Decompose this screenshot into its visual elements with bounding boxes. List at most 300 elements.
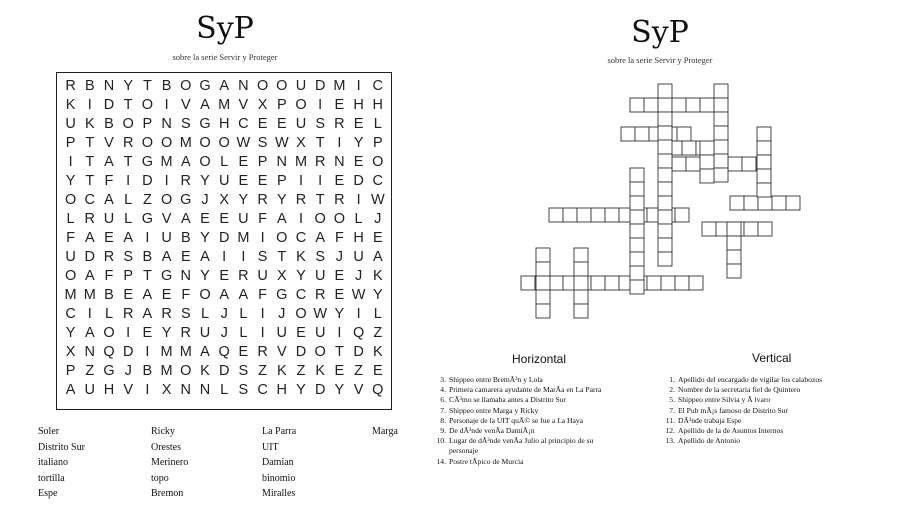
crossword-cell[interactable] bbox=[744, 196, 758, 210]
clue-text: Shippeo entre Silvia y Ã lvaro bbox=[678, 395, 771, 405]
grid-letter: Y bbox=[353, 135, 364, 151]
crossword-cell[interactable] bbox=[700, 141, 714, 155]
crossword-cell[interactable] bbox=[672, 157, 686, 171]
crossword-cell[interactable] bbox=[644, 98, 658, 112]
clue-number: 13. bbox=[665, 436, 675, 446]
grid-letter: N bbox=[161, 116, 172, 132]
grid-letter: Z bbox=[85, 363, 95, 379]
grid-letter: E bbox=[142, 325, 153, 341]
grid-letter: B bbox=[104, 287, 114, 303]
grid-letter: U bbox=[353, 249, 364, 265]
grid-letter: C bbox=[295, 230, 307, 246]
clue-text: Apellido de Antonio bbox=[678, 436, 741, 446]
grid-letter: D bbox=[353, 344, 364, 360]
grid-letter: J bbox=[354, 268, 363, 284]
grid-letter: V bbox=[123, 382, 134, 398]
grid-letter: R bbox=[65, 78, 76, 94]
crossword-cell[interactable] bbox=[757, 127, 771, 141]
grid-letter: J bbox=[124, 363, 132, 379]
crossword-cell[interactable] bbox=[714, 84, 728, 98]
grid-letter: I bbox=[318, 97, 323, 113]
grid-letter: H bbox=[353, 97, 364, 113]
grid-letter: Y bbox=[238, 192, 249, 208]
clue-item bbox=[659, 395, 822, 405]
crossword-cell[interactable] bbox=[757, 141, 771, 155]
crossword-cell[interactable] bbox=[591, 208, 605, 222]
grid-letter: I bbox=[337, 325, 342, 341]
grid-letter: D bbox=[142, 173, 153, 189]
grid-letter: N bbox=[334, 154, 345, 170]
grid-letter: U bbox=[199, 325, 211, 341]
crossword-cell[interactable] bbox=[536, 262, 550, 276]
crossword-cell[interactable] bbox=[714, 126, 728, 140]
crossword-cell[interactable] bbox=[549, 276, 563, 290]
grid-letter: T bbox=[315, 135, 325, 151]
grid-letter: E bbox=[334, 287, 345, 303]
grid-letter: D bbox=[314, 382, 326, 398]
grid-letter: L bbox=[104, 306, 114, 322]
crossword-cell[interactable] bbox=[727, 250, 741, 264]
crossword-cell[interactable] bbox=[536, 304, 550, 318]
grid-letter: H bbox=[103, 382, 115, 398]
word-item: tortilla bbox=[38, 472, 65, 484]
word-item: Marga bbox=[372, 426, 398, 437]
crossword-cell[interactable] bbox=[700, 169, 714, 183]
grid-letter: R bbox=[334, 116, 345, 132]
grid-letter: E bbox=[334, 97, 345, 113]
clue-text: El Pub mÃ¡s famoso de Distrito Sur bbox=[678, 405, 789, 415]
grid-letter: O bbox=[64, 268, 77, 284]
grid-letter: I bbox=[126, 173, 131, 189]
grid-letter: H bbox=[353, 230, 364, 246]
grid-letter: U bbox=[65, 116, 76, 132]
grid-letter: M bbox=[294, 154, 308, 170]
clue-item bbox=[430, 436, 601, 446]
grid-letter: I bbox=[222, 249, 227, 265]
grid-letter: O bbox=[160, 192, 173, 208]
clue-item bbox=[430, 426, 601, 436]
crossword-cell[interactable] bbox=[714, 98, 728, 112]
word-item: UIT bbox=[262, 441, 279, 453]
grid-letter: S bbox=[238, 382, 249, 398]
grid-letter: A bbox=[200, 97, 210, 113]
clue-item bbox=[659, 385, 822, 395]
grid-letter: K bbox=[372, 268, 383, 284]
grid-letter: W bbox=[370, 192, 385, 208]
grid-letter: R bbox=[334, 192, 345, 208]
grid-letter: E bbox=[200, 211, 210, 227]
crossword-cell[interactable] bbox=[727, 236, 741, 250]
crossword-cell[interactable] bbox=[658, 98, 672, 112]
grid-letter: W bbox=[274, 135, 289, 151]
horizontal-clues bbox=[430, 375, 601, 467]
grid-letter: O bbox=[295, 306, 307, 322]
grid-letter: N bbox=[180, 268, 192, 284]
clue-number: 12. bbox=[665, 426, 675, 436]
crossword-cell[interactable] bbox=[658, 126, 672, 140]
grid-letter: Z bbox=[296, 363, 306, 379]
grid-letter: E bbox=[353, 154, 364, 170]
grid-letter: P bbox=[142, 116, 153, 132]
grid-letter: Y bbox=[296, 268, 306, 284]
clue-text: Shippeo entre Marga y Ricky bbox=[449, 405, 539, 415]
word-item: Miralles bbox=[262, 488, 296, 499]
grid-letter: A bbox=[142, 287, 153, 303]
grid-letter: I bbox=[260, 230, 265, 246]
crossword-cell[interactable] bbox=[630, 196, 644, 210]
clue-number: 3. bbox=[440, 375, 446, 384]
crossword-cell[interactable] bbox=[675, 276, 689, 290]
grid-letter: X bbox=[296, 135, 306, 151]
grid-letter: E bbox=[334, 363, 345, 379]
clue-number bbox=[430, 446, 449, 456]
crossword-cell[interactable] bbox=[730, 196, 744, 210]
crossword-cell[interactable] bbox=[727, 264, 741, 278]
grid-letter: C bbox=[295, 287, 307, 303]
crossword-cell[interactable] bbox=[591, 276, 605, 290]
crossword-cell[interactable] bbox=[702, 222, 716, 236]
crossword-cell[interactable] bbox=[772, 196, 786, 210]
grid-letter: O bbox=[180, 78, 192, 94]
crossword-cell[interactable] bbox=[714, 112, 728, 126]
crossword-cell[interactable] bbox=[658, 224, 672, 238]
grid-letter: T bbox=[315, 192, 325, 208]
grid-letter: E bbox=[257, 116, 268, 132]
crossword-cell[interactable] bbox=[686, 157, 700, 171]
clue-number: 6. bbox=[440, 395, 446, 405]
crossword-cell[interactable] bbox=[536, 276, 550, 290]
grid-letter: A bbox=[180, 154, 191, 170]
grid-letter: E bbox=[334, 268, 345, 284]
grid-letter: W bbox=[236, 135, 251, 151]
crossword-cell[interactable] bbox=[658, 140, 672, 154]
crossword-cell[interactable] bbox=[658, 112, 672, 126]
grid-letter: I bbox=[145, 344, 150, 360]
clue-number: 5. bbox=[669, 395, 675, 405]
grid-letter: Y bbox=[123, 78, 134, 94]
grid-letter: D bbox=[295, 344, 307, 360]
grid-letter: N bbox=[238, 78, 249, 94]
grid-letter: I bbox=[145, 382, 150, 398]
grid-letter: O bbox=[122, 116, 134, 132]
grid-letter: E bbox=[334, 173, 345, 189]
crossword-cell[interactable] bbox=[630, 210, 644, 224]
grid-letter: E bbox=[123, 287, 134, 303]
grid-letter: L bbox=[354, 211, 363, 227]
crossword-cell[interactable] bbox=[689, 276, 703, 290]
grid-letter: T bbox=[334, 344, 344, 360]
grid-letter: S bbox=[180, 306, 191, 322]
clue-item bbox=[430, 385, 601, 395]
word-item: Espe bbox=[38, 488, 58, 499]
crossword-cell[interactable] bbox=[630, 252, 644, 266]
crossword-cell[interactable] bbox=[605, 208, 619, 222]
grid-letter: U bbox=[314, 325, 326, 341]
grid-letter: D bbox=[84, 249, 96, 265]
clue-text: De dÃ³nde venÃa DamiÃ¡n bbox=[449, 426, 535, 436]
grid-letter: A bbox=[104, 192, 114, 208]
grid-letter: U bbox=[238, 211, 249, 227]
grid-letter: G bbox=[180, 192, 192, 208]
grid-letter: L bbox=[220, 154, 229, 170]
grid-letter: J bbox=[335, 249, 344, 265]
crossword-cell[interactable] bbox=[758, 222, 772, 236]
grid-letter: G bbox=[141, 154, 154, 170]
grid-letter: K bbox=[315, 363, 326, 379]
crossword-cell[interactable] bbox=[700, 155, 714, 169]
crossword-cell[interactable] bbox=[758, 196, 772, 210]
clue-item bbox=[659, 416, 822, 426]
crossword-cell[interactable] bbox=[635, 127, 649, 141]
crossword-cell[interactable] bbox=[630, 98, 644, 112]
grid-letter: A bbox=[161, 249, 172, 265]
grid-letter: M bbox=[160, 344, 173, 360]
grid-letter: Z bbox=[258, 363, 268, 379]
grid-letter: E bbox=[238, 344, 249, 360]
crossword-cell[interactable] bbox=[574, 304, 588, 318]
grid-letter: B bbox=[180, 230, 191, 246]
grid-letter: I bbox=[356, 78, 361, 94]
word-item: topo bbox=[151, 472, 169, 484]
grid-letter: A bbox=[104, 154, 114, 170]
clue-item bbox=[430, 406, 601, 416]
grid-letter: Z bbox=[142, 192, 152, 208]
crossword-cell[interactable] bbox=[630, 224, 644, 238]
grid-letter: L bbox=[200, 306, 210, 322]
grid-letter: L bbox=[124, 211, 133, 227]
crossword-cell[interactable] bbox=[677, 127, 691, 141]
grid-letter: U bbox=[84, 382, 96, 398]
grid-letter: E bbox=[257, 173, 268, 189]
grid-letter: G bbox=[276, 287, 288, 303]
clue-number: 9. bbox=[440, 426, 446, 436]
crossword-cell[interactable] bbox=[647, 276, 661, 290]
grid-letter: U bbox=[103, 211, 115, 227]
grid-letter: P bbox=[123, 268, 134, 284]
grid-letter: O bbox=[276, 78, 288, 94]
clue-number: 10. bbox=[436, 436, 446, 446]
grid-letter: I bbox=[164, 97, 169, 113]
grid-letter: R bbox=[161, 306, 172, 322]
grid-letter: M bbox=[179, 344, 192, 360]
grid-letter: V bbox=[161, 211, 172, 227]
crossword-cell[interactable] bbox=[549, 208, 563, 222]
grid-letter: M bbox=[237, 230, 250, 246]
grid-letter: S bbox=[257, 135, 268, 151]
crossword-cell[interactable] bbox=[757, 155, 771, 169]
crossword-cell[interactable] bbox=[757, 183, 771, 197]
grid-letter: E bbox=[238, 173, 249, 189]
grid-letter: P bbox=[276, 173, 287, 189]
grid-letter: B bbox=[142, 363, 153, 379]
grid-letter: C bbox=[65, 306, 76, 322]
grid-letter: I bbox=[318, 173, 323, 189]
crossword-cell[interactable] bbox=[536, 290, 550, 304]
grid-letter: K bbox=[200, 363, 210, 379]
grid-letter: A bbox=[84, 325, 95, 341]
crossword-cell[interactable] bbox=[786, 196, 800, 210]
crossword-cell[interactable] bbox=[658, 238, 672, 252]
crossword-cell[interactable] bbox=[686, 98, 700, 112]
grid-letter: P bbox=[65, 363, 76, 379]
grid-letter: I bbox=[241, 249, 246, 265]
grid-letter: R bbox=[180, 325, 192, 341]
grid-letter: O bbox=[180, 363, 192, 379]
grid-letter: C bbox=[257, 382, 268, 398]
grid-letter: N bbox=[103, 78, 115, 94]
grid-letter: U bbox=[295, 116, 307, 132]
crossword-cell[interactable] bbox=[675, 208, 689, 222]
grid-letter: R bbox=[103, 249, 115, 265]
grid-letter: O bbox=[199, 154, 211, 170]
crossword-cell[interactable] bbox=[630, 238, 644, 252]
crossword-cell[interactable] bbox=[714, 168, 728, 182]
grid-letter: O bbox=[199, 287, 211, 303]
grid-letter: F bbox=[334, 230, 344, 246]
crossword-cell[interactable] bbox=[574, 262, 588, 276]
crossword-cell[interactable] bbox=[574, 290, 588, 304]
grid-letter: W bbox=[351, 287, 366, 303]
grid-letter: Y bbox=[161, 325, 172, 341]
grid-letter: F bbox=[104, 173, 114, 189]
grid-letter: P bbox=[257, 154, 268, 170]
crossword-cell[interactable] bbox=[658, 196, 672, 210]
grid-letter: F bbox=[66, 230, 76, 246]
crossword-cell[interactable] bbox=[682, 141, 696, 155]
grid-letter: T bbox=[277, 249, 287, 265]
crossword-subtitle: sobre la serie Servir y Proteger bbox=[607, 55, 713, 65]
grid-letter: Y bbox=[65, 325, 76, 341]
grid-letter: T bbox=[142, 268, 152, 284]
grid-letter: T bbox=[123, 97, 133, 113]
grid-letter: J bbox=[201, 192, 209, 208]
grid-letter: B bbox=[84, 78, 95, 94]
grid-letter: V bbox=[238, 97, 249, 113]
crossword-cell[interactable] bbox=[700, 98, 714, 112]
grid-letter: M bbox=[160, 363, 173, 379]
grid-letter: A bbox=[238, 287, 249, 303]
grid-letter: I bbox=[298, 211, 303, 227]
grid-letter: S bbox=[123, 249, 134, 265]
grid-letter: D bbox=[103, 97, 115, 113]
grid-letter: S bbox=[238, 363, 249, 379]
clue-item bbox=[430, 457, 601, 467]
grid-letter: O bbox=[314, 344, 326, 360]
grid-letter: I bbox=[126, 325, 131, 341]
grid-letter: R bbox=[84, 211, 96, 227]
grid-letter: X bbox=[276, 268, 287, 284]
crossword-cell[interactable] bbox=[574, 248, 588, 262]
grid-letter: O bbox=[103, 325, 115, 341]
clue-item bbox=[430, 375, 601, 385]
grid-letter: Y bbox=[296, 382, 306, 398]
crossword-cell[interactable] bbox=[728, 157, 742, 171]
grid-letter: B bbox=[161, 78, 172, 94]
grid-letter: E bbox=[372, 363, 383, 379]
crossword-cell[interactable] bbox=[630, 182, 644, 196]
clue-text: Postre tÃpico de Murcia bbox=[449, 456, 524, 466]
grid-letter: A bbox=[84, 268, 95, 284]
crossword-cell[interactable] bbox=[536, 248, 550, 262]
grid-letter: D bbox=[218, 230, 230, 246]
crossword-cell[interactable] bbox=[658, 252, 672, 266]
word-item: Soler bbox=[38, 426, 60, 437]
grid-letter: O bbox=[141, 97, 154, 113]
crossword-cell[interactable] bbox=[658, 154, 672, 168]
crossword-cell[interactable] bbox=[563, 208, 577, 222]
word-item: Bremon bbox=[151, 488, 184, 499]
crossword-cell[interactable] bbox=[658, 182, 672, 196]
grid-letter: I bbox=[87, 306, 92, 322]
clue-number: 4. bbox=[440, 385, 446, 395]
grid-letter: L bbox=[124, 192, 133, 208]
grid-letter: A bbox=[372, 249, 383, 265]
grid-letter: E bbox=[104, 230, 114, 246]
crossword-cell[interactable] bbox=[672, 98, 686, 112]
word-item: Damian bbox=[262, 457, 294, 468]
grid-letter: T bbox=[85, 154, 95, 170]
grid-letter: A bbox=[219, 287, 230, 303]
crossword-cell[interactable] bbox=[757, 169, 771, 183]
clue-text: DÃ³nde trabaja Espe bbox=[678, 415, 742, 425]
grid-letter: A bbox=[276, 211, 287, 227]
grid-letter: Y bbox=[276, 192, 287, 208]
crossword-cell[interactable] bbox=[630, 168, 644, 182]
grid-letter: J bbox=[278, 306, 286, 322]
grid-letter: U bbox=[257, 268, 268, 284]
grid-letter: O bbox=[199, 135, 211, 151]
crossword-cell[interactable] bbox=[630, 266, 644, 280]
clue-number: 7. bbox=[440, 405, 446, 415]
grid-letter: R bbox=[122, 306, 134, 322]
grid-letter: P bbox=[65, 135, 76, 151]
clue-number: 7. bbox=[669, 405, 675, 415]
grid-letter: A bbox=[200, 344, 210, 360]
grid-letter: Z bbox=[373, 325, 383, 341]
vertical-clues bbox=[659, 375, 822, 446]
grid-letter: B bbox=[104, 116, 114, 132]
clue-text: Primera camarera ayudante de MarÃa en La Parra bbox=[449, 385, 602, 395]
grid-letter: L bbox=[239, 325, 248, 341]
crossword-cell[interactable] bbox=[658, 210, 672, 224]
crossword-cell[interactable] bbox=[658, 84, 672, 98]
grid-letter: G bbox=[199, 78, 211, 94]
crossword-cell[interactable] bbox=[714, 154, 728, 168]
grid-letter: Y bbox=[200, 230, 210, 246]
grid-letter: E bbox=[219, 211, 230, 227]
crossword-cell[interactable] bbox=[630, 280, 644, 294]
crossword-cell[interactable] bbox=[727, 222, 741, 236]
grid-letter: V bbox=[276, 344, 287, 360]
crossword-cell[interactable] bbox=[714, 140, 728, 154]
crossword-cell[interactable] bbox=[605, 276, 619, 290]
grid-letter: J bbox=[220, 306, 228, 322]
clue-text: Apellido de la de Asuntos Internos bbox=[678, 426, 784, 436]
clue-number: 14. bbox=[436, 456, 446, 466]
crossword-cell[interactable] bbox=[621, 127, 635, 141]
crossword-cell[interactable] bbox=[574, 276, 588, 290]
crossword-cell[interactable] bbox=[661, 276, 675, 290]
crossword-cell[interactable] bbox=[744, 222, 758, 236]
crossword-cell[interactable] bbox=[742, 157, 756, 171]
crossword-cell[interactable] bbox=[521, 276, 535, 290]
grid-letter: U bbox=[314, 268, 326, 284]
crossword-cell[interactable] bbox=[577, 208, 591, 222]
grid-letter: Y bbox=[334, 306, 345, 322]
crossword-cell[interactable] bbox=[658, 168, 672, 182]
grid-letter: E bbox=[372, 230, 383, 246]
grid-letter: F bbox=[258, 287, 268, 303]
